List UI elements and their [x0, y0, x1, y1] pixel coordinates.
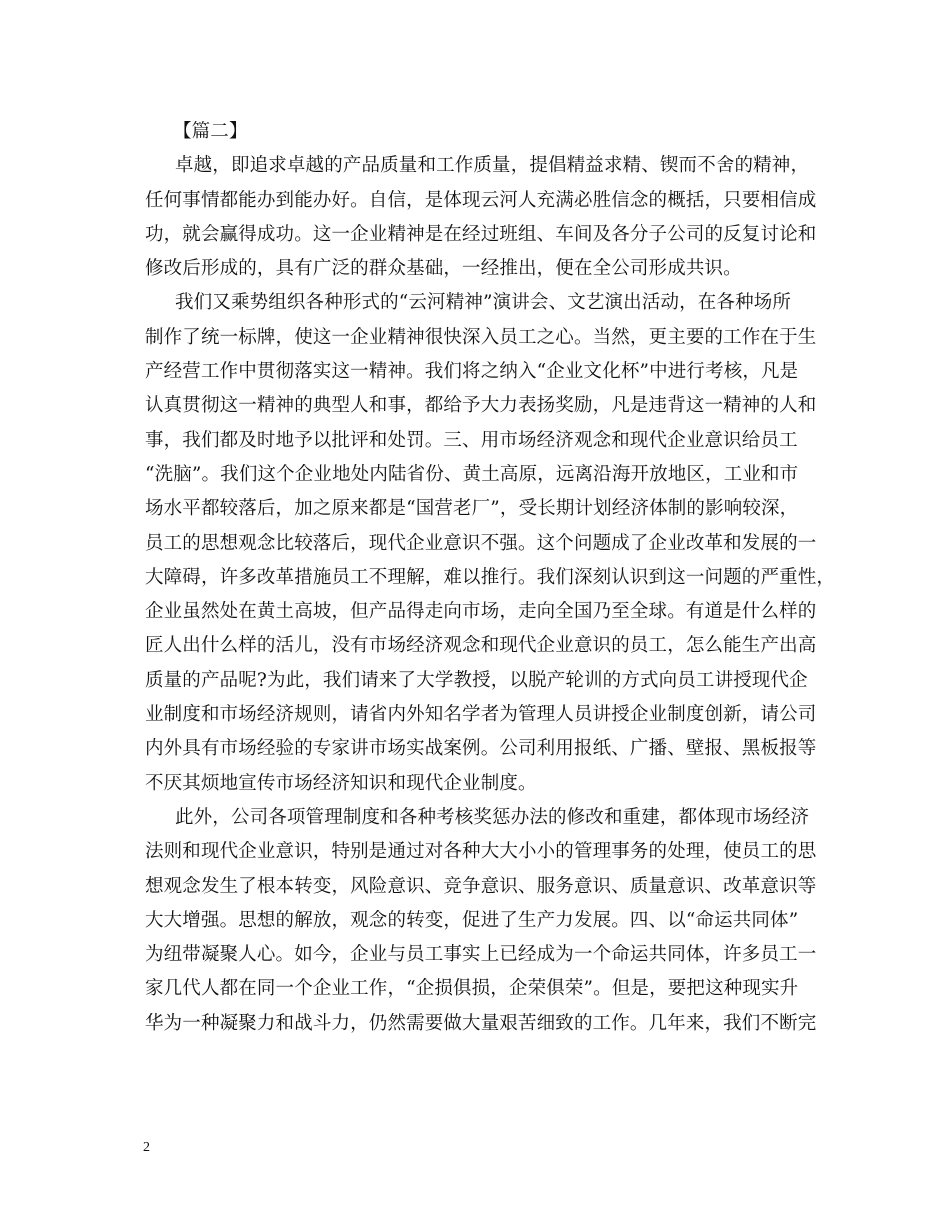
paragraph-lines — [145, 149, 836, 1041]
text-line: 企业虽然处在黄土高坡，但产品得走向市场，走向全国乃至全球。有道是什么样的 — [145, 601, 817, 623]
text-line: 员工的思想观念比较落后，现代企业意识不强。这个问题成了企业改革和发展的一 — [145, 532, 817, 554]
text-line: “洗脑”。我们这个企业地处内陆省份、黄土高原，远离沿海开放地区，工业和市 — [145, 463, 799, 485]
text-line: 大障碍，许多改革措施员工不理解，难以推行。我们深刻认识到这一问题的严重性， — [145, 566, 836, 588]
text-line: 场水平都较落后，加之原来都是“国营老厂”，受长期计划经济体制的影响较深， — [145, 498, 799, 520]
text-line: 认真贯彻这一精神的典型人和事，都给予大力表扬奖励，凡是违背这一精神的人和 — [145, 395, 817, 417]
text-line: 质量的产品呢?为此，我们请来了大学教授，以脱产轮训的方式向员工讲授现代企 — [145, 669, 808, 691]
text-line: 我们又乘势组织各种形式的“云河精神”演讲会、文艺演出活动，在各种场所 — [175, 292, 792, 314]
text-line: 修改后形成的，具有广泛的群众基础，一经推出，便在全公司形成共识。 — [145, 258, 742, 280]
text-line: 家几代人都在同一个企业工作，“企损俱损，企荣俱荣”。但是，要把这种现实升 — [145, 978, 799, 1000]
text-line: 产经营工作中贯彻落实这一精神。我们将之纳入“企业文化杯”中进行考核，凡是 — [145, 361, 799, 383]
text-line: 为纽带凝聚人心。如今，企业与员工事实上已经成为一个命运共同体，许多员工一 — [145, 944, 817, 966]
text-line: 想观念发生了根本转变，风险意识、竞争意识、服务意识、质量意识、改革意识等 — [145, 875, 817, 897]
text-line: 卓越，即追求卓越的产品质量和工作质量，提倡精益求精、锲而不舍的精神， — [175, 155, 810, 177]
text-line: 华为一种凝聚力和战斗力，仍然需要做大量艰苦细致的工作。几年来，我们不断完 — [145, 1012, 817, 1034]
text-line: 业制度和市场经济规则，请省内外知名学者为管理人员讲授企业制度创新，请公司 — [145, 704, 817, 726]
text-line: 法则和现代企业意识，特别是通过对各种大大小小的管理事务的处理，使员工的思 — [145, 841, 817, 863]
page-number: 2 — [143, 1140, 150, 1155]
text-line: 功，就会赢得成功。这一企业精神是在经过班组、车间及各分子公司的反复讨论和 — [145, 223, 817, 245]
text-line: 大大增强。思想的解放，观念的转变，促进了生产力发展。四、以“命运共同体” — [145, 909, 799, 931]
text-line: 事，我们都及时地予以批评和处罚。三、用市场经济观念和现代企业意识给员工 — [145, 429, 798, 451]
document-body — [145, 115, 836, 1041]
text-line: 不厌其烦地宣传市场经济知识和现代企业制度。 — [145, 772, 537, 794]
section-heading: 【篇二】 — [173, 121, 248, 142]
text-line: 匠人出什么样的活儿，没有市场经济观念和现代企业意识的员工，怎么能生产出高 — [145, 635, 817, 657]
text-line: 此外，公司各项管理制度和各种考核奖惩办法的修改和重建，都体现市场经济 — [175, 806, 810, 828]
text-line: 内外具有市场经验的专家讲市场实战案例。公司利用报纸、广播、壁报、黑板报等 — [145, 738, 817, 760]
text-line: 任何事情都能办到能办好。自信，是体现云河人充满必胜信念的概括，只要相信成 — [145, 189, 817, 211]
text-line: 制作了统一标牌，使这一企业精神很快深入员工之心。当然，更主要的工作在于生 — [145, 326, 817, 348]
